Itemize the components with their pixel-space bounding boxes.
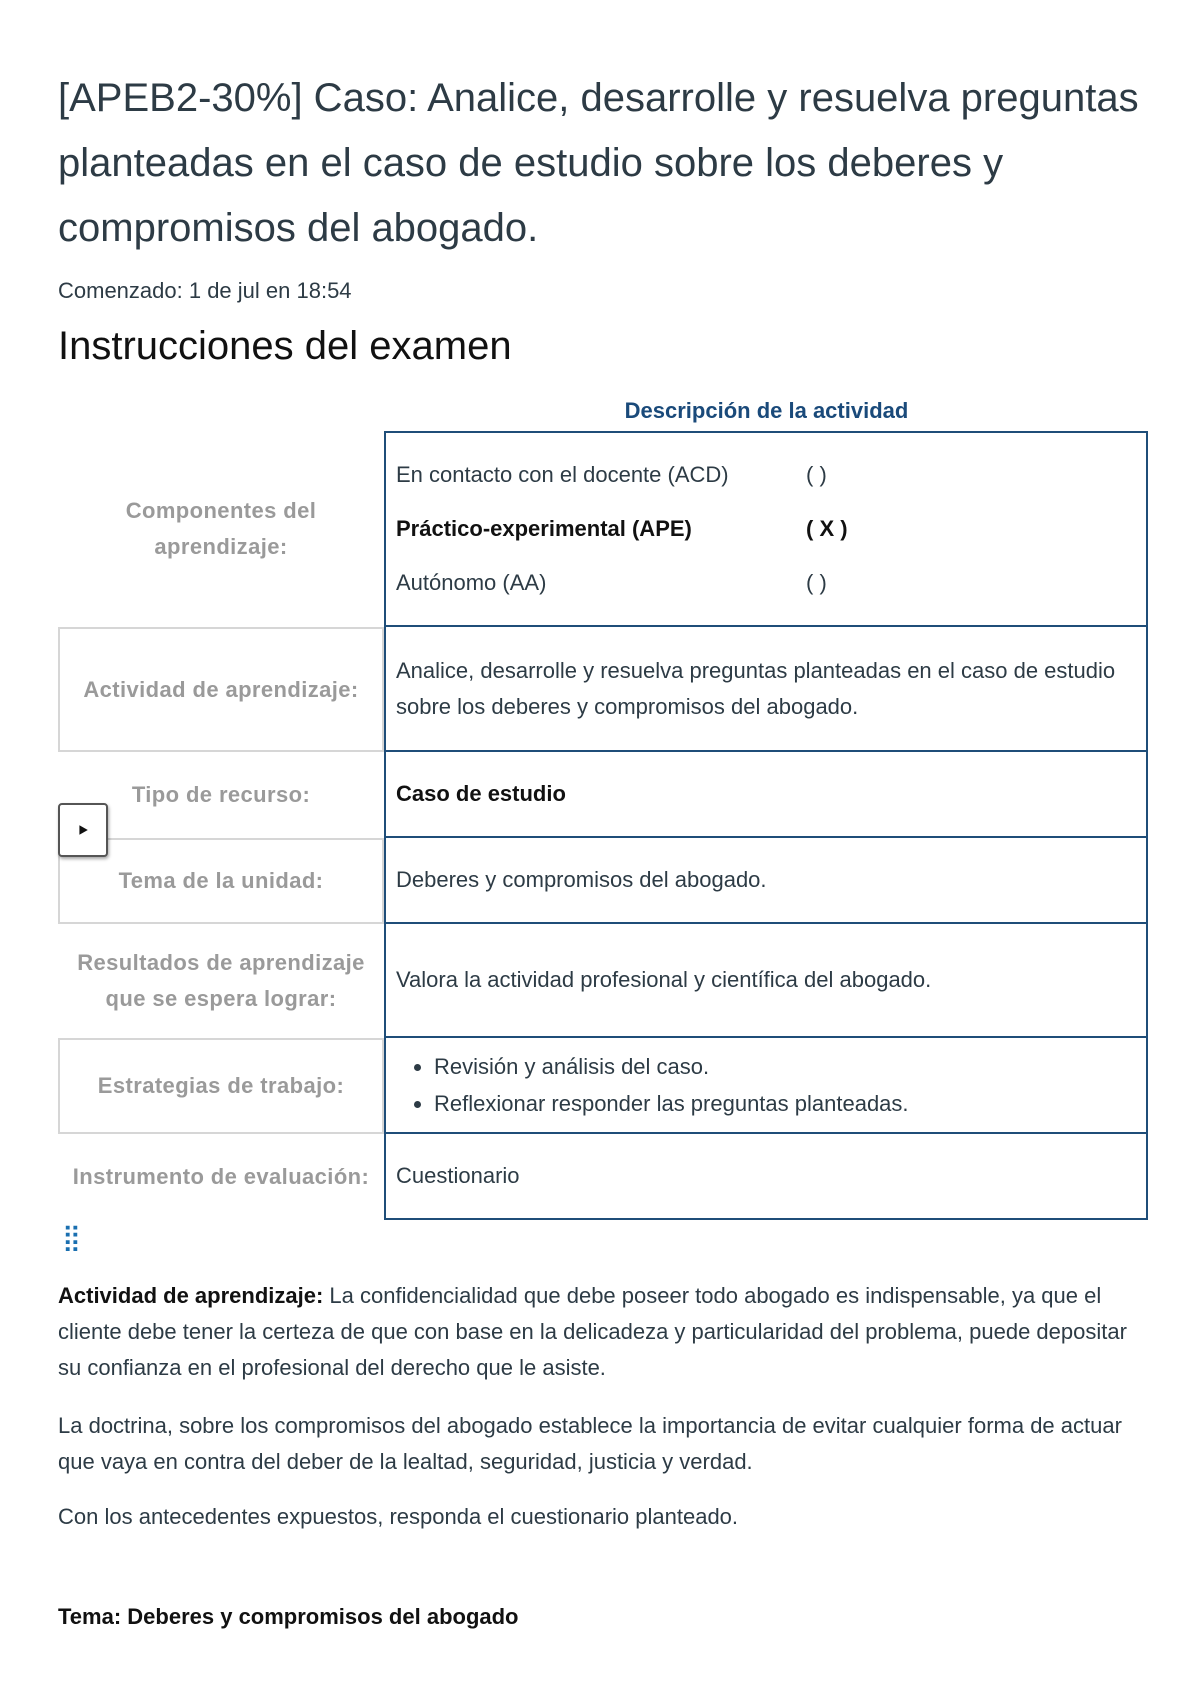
component-ape-name: Práctico-experimental (APE): [396, 516, 692, 541]
started-timestamp: Comenzado: 1 de jul en 18:54: [58, 278, 352, 303]
resource-label: Tipo de recurso:: [131, 782, 311, 807]
components-label: [58, 431, 384, 627]
instrument-label: Instrumento de evaluación:: [72, 1164, 370, 1189]
outcomes-label: [58, 924, 384, 1038]
unit-topic-value: Deberes y compromisos del abogado.: [384, 838, 1148, 924]
play-triangle-icon: [77, 824, 89, 836]
instructions-heading: Instrucciones del examen: [58, 324, 512, 368]
component-ape: [396, 502, 1136, 556]
component-aa-name: Autónomo (AA): [396, 570, 547, 595]
component-aa-mark: ( ): [806, 570, 827, 595]
strategy-item: • Reflexionar responder las preguntas planteadas.: [434, 1085, 1136, 1122]
activity-table-caption: Descripción de la actividad: [624, 398, 909, 423]
component-acd-name: En contacto con el docente (ACD): [396, 462, 729, 487]
strategies-value: [384, 1038, 1148, 1134]
outcomes-label-text: Resultados de aprendizaje que se espera lograr:: [77, 950, 365, 1011]
instruction-paragraph: Con los antecedentes expuestos, responda el cuestionario planteado.: [58, 1504, 739, 1529]
component-acd-mark: ( ): [806, 462, 827, 487]
strategies-label: Estrategias de trabajo:: [58, 1038, 384, 1134]
unit-topic-label: Tema de la unidad:: [58, 838, 384, 924]
page-title: [APEB2-30%] Caso: Analice, desarrolle y resuelva preguntas planteadas en el caso de estudio sobre los deberes y compromisos del abogado.: [58, 76, 1139, 250]
activity-label: Actividad de aprendizaje:: [58, 627, 384, 752]
components-label-text: Componentes del aprendizaje:: [125, 498, 317, 559]
strategy-item: • Revisión y análisis del caso.: [434, 1048, 1136, 1085]
component-ape-mark: ( X ): [806, 516, 848, 541]
activity-value: Analice, desarrolle y resuelva preguntas planteadas en el caso de estudio sobre los deberes y compromisos del abogado.: [384, 627, 1148, 752]
activity-paragraph: [58, 1278, 1148, 1386]
activity-paragraph-label: Actividad de aprendizaje:: [58, 1283, 324, 1308]
drag-handle-icon[interactable]: ⣿: [62, 1222, 82, 1252]
instrument-value: Cuestionario: [384, 1134, 1148, 1220]
strategies-list: [396, 1048, 1136, 1122]
components-value: [384, 431, 1148, 627]
doctrine-paragraph: La doctrina, sobre los compromisos del abogado establece la importancia de evitar cualquier forma de actuar que vaya en contra del deber de la lealtad, seguridad, justicia y verdad.: [58, 1413, 1122, 1474]
component-aa: [396, 556, 1136, 610]
activity-paragraph-text: La confidencialidad que debe poseer todo abogado es indispensable, ya que el cliente debe tener la certeza de que con base en la delicadeza y particularidad del problema, puede depositar su confianza en el profesional del derecho que le asiste.: [58, 1283, 1127, 1380]
topic-heading: Tema: Deberes y compromisos del abogado: [58, 1604, 519, 1629]
component-acd: [396, 448, 1136, 502]
collapse-toggle-button[interactable]: [58, 803, 108, 857]
resource-value: Caso de estudio: [384, 752, 1148, 838]
outcomes-value: Valora la actividad profesional y científica del abogado.: [384, 924, 1148, 1038]
